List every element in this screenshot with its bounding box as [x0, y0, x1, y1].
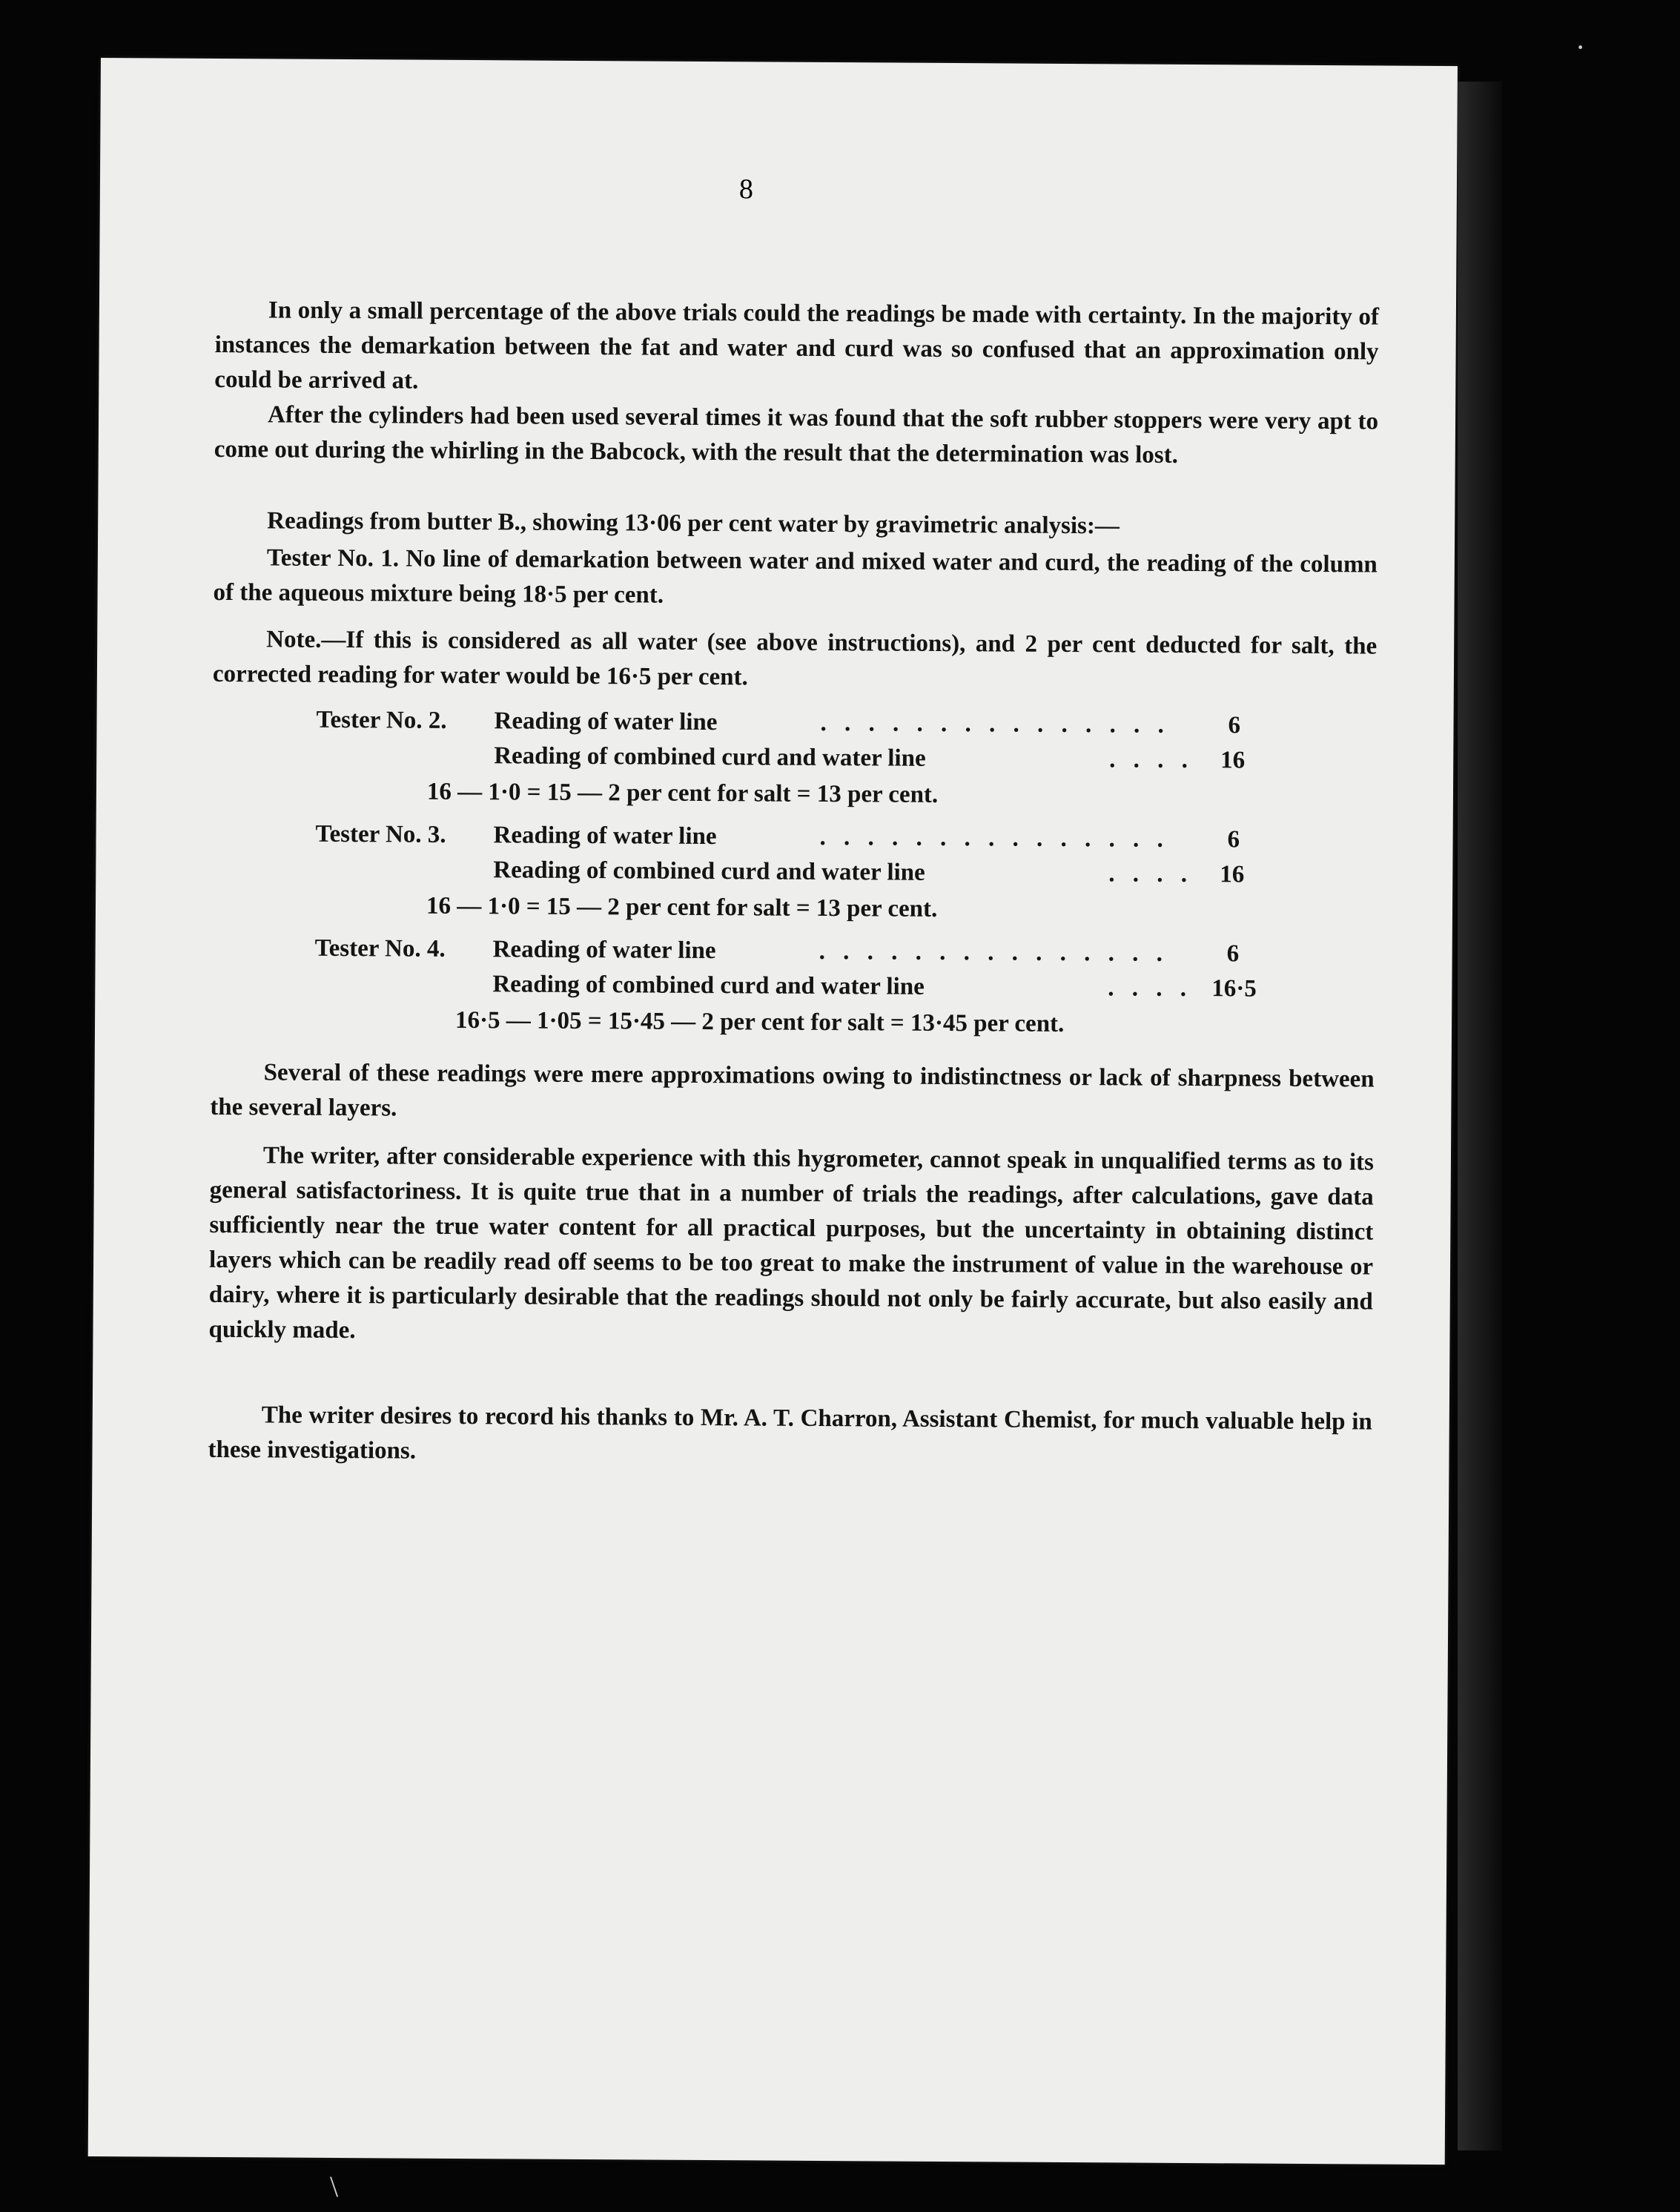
paragraph-2: After the cylinders had been used several times it was found that the soft rubber stoppers were very apt to come out during the whirling in the Babcock, with the result that the determination was lost. — [214, 401, 1379, 469]
scan-speck: \ — [330, 2170, 339, 2203]
paragraph-5: Several of these readings were mere approximations owing to indistinctness or lack of sharpness between the several layers. — [210, 1059, 1375, 1122]
document-page — [88, 58, 1458, 2165]
page-edge-shadow — [1458, 82, 1502, 2150]
paragraph-6: The writer, after considerable experience with this hygrometer, cannot speak in unqualified terms as to its general satisfactoriness. It is quite true that in a number of trials the readings, after calculations, gave data sufficiently near the true water content for all practical purposes, but the uncertainty in obtaining distinct layers which can be readily read off seems to be too great to make the instrument of value in the warehouse or dairy, where it is particularly desirable that the readings should not only be fairly accurate, but also easily and quickly made. — [208, 1142, 1375, 1344]
reading-label: Reading of combined curd and water line — [492, 971, 925, 1000]
paragraph-1: In only a small percentage of the above trials could the readings be made with certainty. In the majority of instances the demarkation between the fat and water and curd was so confused that an approximation only could be arrived at. — [214, 297, 1380, 394]
calculation: 16 — 1·0 = 15 — 2 per cent for salt = 13 per cent. — [426, 778, 939, 808]
paragraph-note: Note.—If this is considered as all water (see above instructions), and 2 per cent deducted for salt, the corrected reading for water would be 16·5 per cent. — [212, 626, 1378, 691]
dot-leader: . . . . . . . . . . . . . . . — [819, 823, 1169, 853]
dot-leader: . . . . — [1108, 860, 1194, 888]
page-number: 8 — [738, 174, 754, 205]
paragraph-3: Readings from butter B., showing 13·06 per cent water by gravimetric analysis:— — [267, 507, 1120, 540]
reading-value: 16 — [1220, 861, 1245, 888]
tester-label: Tester No. 2. — [316, 706, 447, 734]
page-body — [208, 59, 1380, 1465]
reading-label: Reading of water line — [494, 707, 718, 736]
scan-speck: · — [1575, 30, 1586, 64]
dot-leader: . . . . . . . . . . . . . . . — [818, 937, 1169, 967]
calculation: 16 — 1·0 = 15 — 2 per cent for salt = 13 per cent. — [426, 892, 938, 922]
reading-label: Reading of water line — [492, 936, 716, 965]
reading-value: 6 — [1226, 940, 1240, 968]
reading-value: 6 — [1227, 826, 1240, 854]
dot-leader: . . . . — [1108, 974, 1193, 1003]
tester-label: Tester No. 4. — [314, 934, 446, 963]
reading-value: 16 — [1220, 747, 1246, 774]
dot-leader: . . . . . . . . . . . . . . . — [820, 709, 1170, 739]
tester-label: Tester No. 3. — [315, 820, 446, 848]
reading-label: Reading of combined curd and water line — [494, 742, 926, 772]
paragraph-7: The writer desires to record his thanks to Mr. A. T. Charron, Assistant Chemist, for much valuable help in these investigations. — [208, 1402, 1372, 1465]
dot-leader: . . . . — [1109, 746, 1194, 774]
reading-label: Reading of combined curd and water line — [493, 856, 925, 886]
calculation: 16·5 — 1·05 = 15·45 — 2 per cent for salt = 13·45 per cent. — [454, 1006, 1065, 1037]
reading-label: Reading of water line — [493, 822, 717, 851]
paragraph-4: Tester No. 1. No line of demarkation between water and mixed water and curd, the reading of the column of the aqueous mixture being 18·5 per cent. — [213, 544, 1378, 609]
reading-value: 6 — [1228, 712, 1241, 739]
reading-value: 16·5 — [1211, 975, 1257, 1003]
